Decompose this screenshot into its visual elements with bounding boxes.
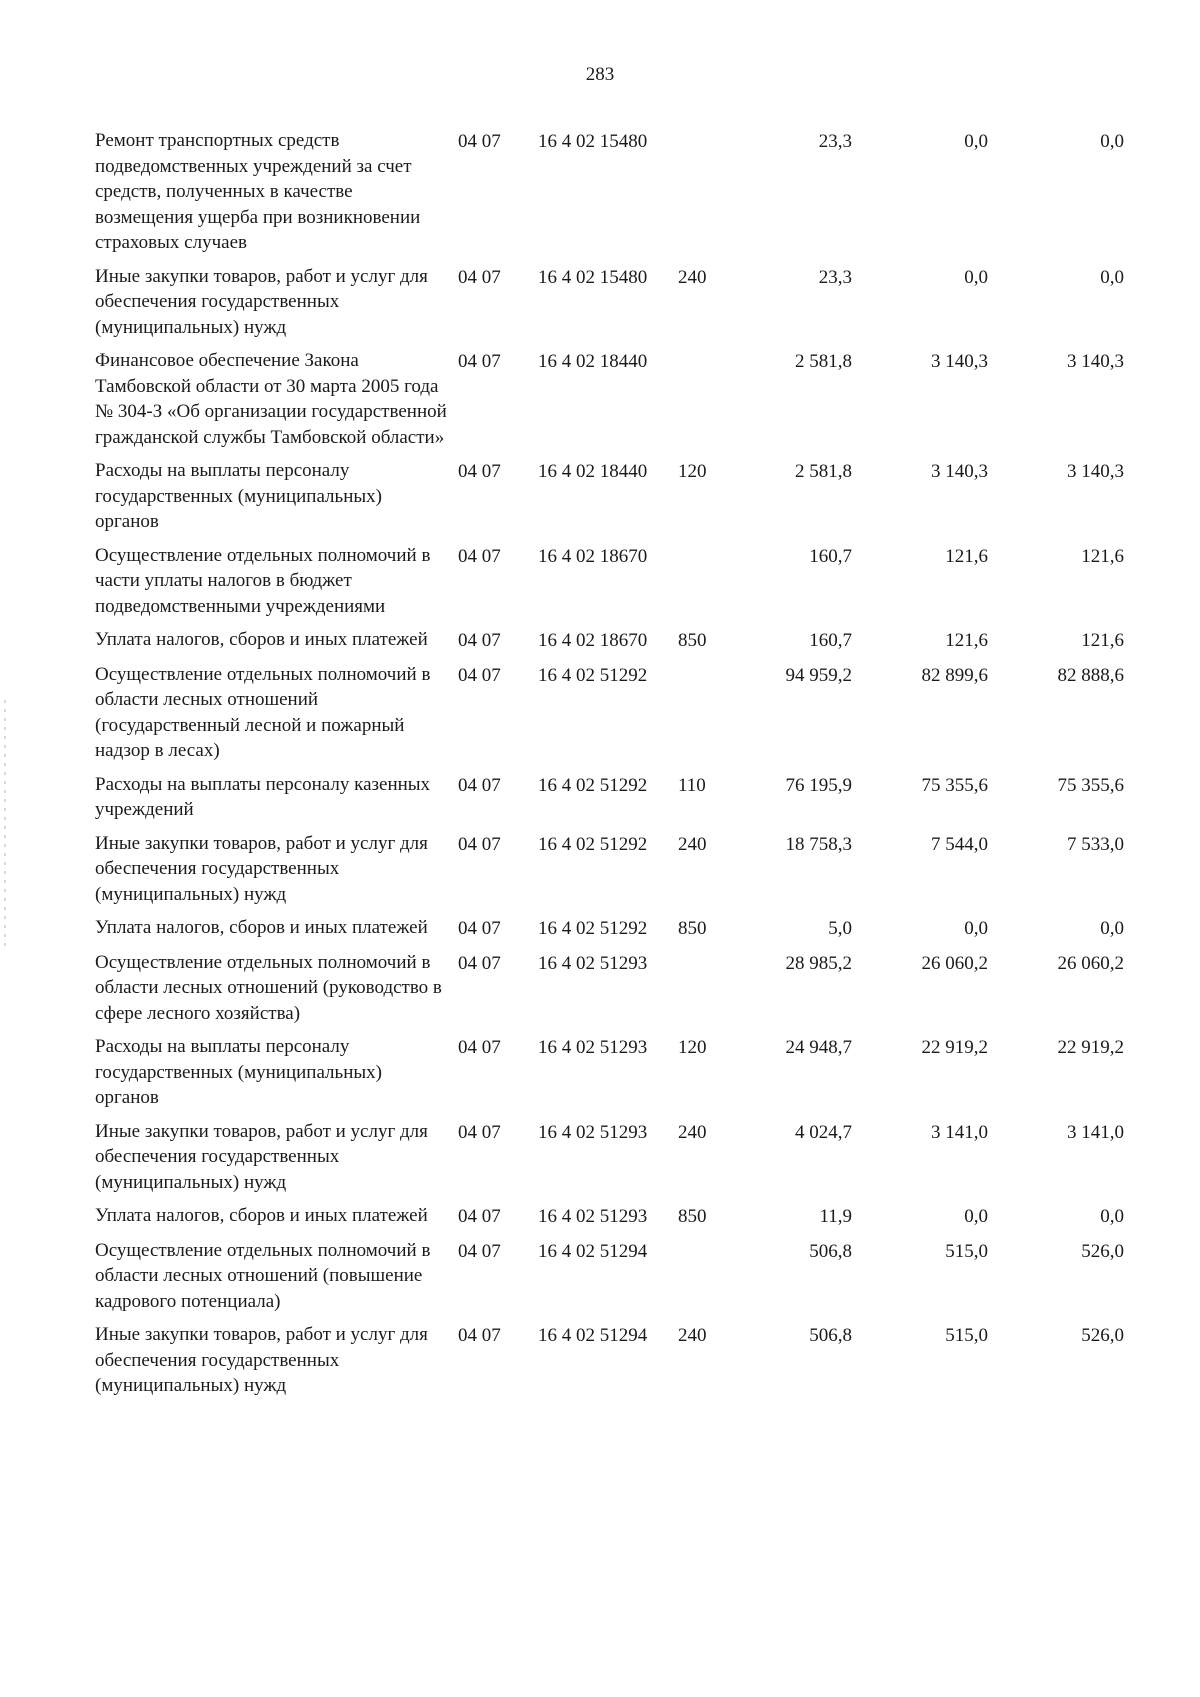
- amount-year-1: 23,3: [818, 266, 852, 288]
- amount-year-1: 24 948,7: [785, 1037, 852, 1058]
- table-row: [95, 458, 1180, 535]
- target-article-code: 16 4 02 51293: [538, 952, 648, 974]
- amount-year-1: 28 985,2: [785, 952, 852, 974]
- expense-type-code: 850: [678, 918, 707, 939]
- expense-type-code: 110: [678, 774, 706, 796]
- section-code: 04 07: [458, 774, 501, 796]
- amount-year-3: 0,0: [1100, 131, 1124, 152]
- expense-name: Уплата налогов, сборов и иных платежей: [95, 1205, 428, 1226]
- amount-year-1: 94 959,2: [785, 664, 852, 686]
- expense-name: Осуществление отдельных полномочий в части уплаты налогов в бюджет подведомственными учреждениями: [95, 544, 431, 617]
- amount-year-2: 121,6: [945, 545, 988, 567]
- expense-name: Ремонт транспортных средств подведомственных учреждений за счет средств, полученных в качестве возмещения ущерба при возникновении страховых случаев: [95, 130, 421, 253]
- section-code: 04 07: [458, 461, 501, 482]
- amount-year-2: 121,6: [945, 630, 988, 651]
- expense-type-code: 240: [678, 266, 707, 288]
- expense-name: Осуществление отдельных полномочий в области лесных отношений (повышение кадрового потенциала): [95, 1239, 431, 1312]
- expense-name: Иные закупки товаров, работ и услуг для обеспечения государственных (муниципальных) нужд: [95, 832, 428, 905]
- section-code: 04 07: [458, 1121, 501, 1143]
- table-row: [95, 831, 1180, 908]
- amount-year-1: 76 195,9: [785, 774, 852, 796]
- table-row: [95, 543, 1180, 620]
- expense-type-code: 240: [678, 833, 707, 855]
- amount-year-3: 26 060,2: [1057, 952, 1124, 974]
- expense-type-code: 120: [678, 461, 707, 482]
- scan-margin-marks: [4, 700, 6, 950]
- target-article-code: 16 4 02 51292: [538, 774, 648, 796]
- target-article-code: 16 4 02 51293: [538, 1037, 648, 1058]
- section-code: 04 07: [458, 1206, 501, 1227]
- amount-year-3: 75 355,6: [1057, 774, 1124, 796]
- amount-year-2: 26 060,2: [921, 952, 988, 974]
- amount-year-1: 160,7: [809, 545, 852, 567]
- amount-year-2: 7 544,0: [931, 833, 988, 855]
- table-row: [95, 772, 1180, 823]
- amount-year-2: 0,0: [964, 918, 988, 939]
- expense-name: Расходы на выплаты персоналу государственных (муниципальных) органов: [95, 1036, 382, 1108]
- amount-year-3: 0,0: [1100, 1206, 1124, 1227]
- target-article-code: 16 4 02 51292: [538, 918, 648, 939]
- table-row: [95, 1203, 1180, 1230]
- amount-year-1: 18 758,3: [785, 833, 852, 855]
- expense-name: Осуществление отдельных полномочий в области лесных отношений (руководство в сфере лесного хозяйства): [95, 951, 442, 1024]
- section-code: 04 07: [458, 351, 501, 372]
- amount-year-3: 82 888,6: [1057, 664, 1124, 686]
- amount-year-2: 0,0: [964, 1206, 988, 1227]
- expense-type-code: 850: [678, 630, 707, 651]
- amount-year-1: 506,8: [809, 1240, 852, 1262]
- section-code: 04 07: [458, 266, 501, 288]
- table-row: [95, 950, 1180, 1027]
- amount-year-3: 121,6: [1081, 545, 1124, 567]
- amount-year-3: 526,0: [1081, 1325, 1124, 1346]
- expense-type-code: [678, 543, 726, 544]
- amount-year-3: 3 141,0: [1067, 1121, 1124, 1143]
- expense-type-code: [678, 662, 726, 663]
- amount-year-2: 82 899,6: [921, 664, 988, 686]
- target-article-code: 16 4 02 18670: [538, 630, 648, 651]
- table-row: [95, 915, 1180, 942]
- amount-year-2: 3 140,3: [931, 351, 988, 372]
- table-row: [95, 627, 1180, 654]
- expense-name: Иные закупки товаров, работ и услуг для обеспечения государственных (муниципальных) нужд: [95, 1324, 428, 1396]
- target-article-code: 16 4 02 18670: [538, 545, 648, 567]
- expense-name: Финансовое обеспечение Закона Тамбовской области от 30 марта 2005 года № 304-З «Об организации государственной гражданской службы Тамбовской области»: [95, 350, 447, 448]
- target-article-code: 16 4 02 51294: [538, 1325, 648, 1346]
- amount-year-2: 3 140,3: [931, 461, 988, 482]
- table-row: [95, 1322, 1180, 1399]
- amount-year-2: 22 919,2: [921, 1037, 988, 1058]
- table-row: [95, 348, 1180, 450]
- target-article-code: 16 4 02 51294: [538, 1240, 648, 1262]
- page-number: 283: [585, 64, 615, 85]
- target-article-code: 16 4 02 18440: [538, 461, 648, 482]
- expense-name: Расходы на выплаты персоналу казенных учреждений: [95, 773, 431, 820]
- section-code: 04 07: [458, 833, 501, 855]
- amount-year-3: 7 533,0: [1067, 833, 1124, 855]
- amount-year-1: 2 581,8: [795, 351, 852, 372]
- section-code: 04 07: [458, 918, 501, 939]
- expense-type-code: 120: [678, 1037, 707, 1058]
- amount-year-1: 23,3: [818, 131, 852, 152]
- target-article-code: 16 4 02 15480: [538, 131, 648, 152]
- expense-name: Иные закупки товаров, работ и услуг для обеспечения государственных (муниципальных) нужд: [95, 265, 428, 338]
- section-code: 04 07: [458, 630, 501, 651]
- expense-type-code: 850: [678, 1206, 707, 1227]
- amount-year-2: 75 355,6: [921, 774, 988, 796]
- budget-table: [95, 128, 1180, 1407]
- amount-year-1: 506,8: [809, 1325, 852, 1346]
- table-row: [95, 1119, 1180, 1196]
- amount-year-2: 3 141,0: [931, 1121, 988, 1143]
- expense-type-code: [678, 1238, 726, 1239]
- table-row: [95, 662, 1180, 764]
- section-code: 04 07: [458, 1240, 501, 1262]
- amount-year-3: 526,0: [1081, 1240, 1124, 1262]
- target-article-code: 16 4 02 51292: [538, 664, 648, 686]
- expense-type-code: 240: [678, 1121, 707, 1143]
- expense-name: Уплата налогов, сборов и иных платежей: [95, 629, 428, 650]
- expense-type-code: [678, 128, 726, 129]
- table-row: [95, 264, 1180, 341]
- target-article-code: 16 4 02 18440: [538, 351, 648, 372]
- expense-name: Иные закупки товаров, работ и услуг для обеспечения государственных (муниципальных) нужд: [95, 1120, 428, 1193]
- table-row: [95, 128, 1180, 256]
- amount-year-3: 3 140,3: [1067, 461, 1124, 482]
- section-code: 04 07: [458, 664, 501, 686]
- amount-year-3: 0,0: [1100, 918, 1124, 939]
- table-row: [95, 1034, 1180, 1111]
- expense-type-code: 240: [678, 1325, 707, 1346]
- table-row: [95, 1238, 1180, 1315]
- expense-type-code: [678, 348, 726, 349]
- amount-year-2: 515,0: [945, 1240, 988, 1262]
- section-code: 04 07: [458, 1037, 501, 1058]
- amount-year-3: 121,6: [1081, 630, 1124, 651]
- section-code: 04 07: [458, 1325, 501, 1346]
- target-article-code: 16 4 02 51293: [538, 1121, 648, 1143]
- amount-year-3: 3 140,3: [1067, 351, 1124, 372]
- amount-year-3: 0,0: [1100, 266, 1124, 288]
- target-article-code: 16 4 02 51292: [538, 833, 648, 855]
- target-article-code: 16 4 02 51293: [538, 1206, 648, 1227]
- section-code: 04 07: [458, 545, 501, 567]
- section-code: 04 07: [458, 131, 501, 152]
- amount-year-1: 11,9: [819, 1206, 852, 1227]
- amount-year-3: 22 919,2: [1057, 1037, 1124, 1058]
- target-article-code: 16 4 02 15480: [538, 266, 648, 288]
- expense-type-code: [678, 950, 726, 951]
- expense-name: Расходы на выплаты персоналу государственных (муниципальных) органов: [95, 460, 382, 532]
- amount-year-1: 4 024,7: [795, 1121, 852, 1143]
- expense-name: Осуществление отдельных полномочий в области лесных отношений (государственный лесной и пожарный надзор в лесах): [95, 663, 431, 761]
- amount-year-2: 0,0: [964, 266, 988, 288]
- amount-year-2: 0,0: [964, 131, 988, 152]
- amount-year-1: 2 581,8: [795, 461, 852, 482]
- expense-name: Уплата налогов, сборов и иных платежей: [95, 917, 428, 938]
- section-code: 04 07: [458, 952, 501, 974]
- amount-year-1: 5,0: [828, 918, 852, 939]
- amount-year-1: 160,7: [809, 630, 852, 651]
- amount-year-2: 515,0: [945, 1325, 988, 1346]
